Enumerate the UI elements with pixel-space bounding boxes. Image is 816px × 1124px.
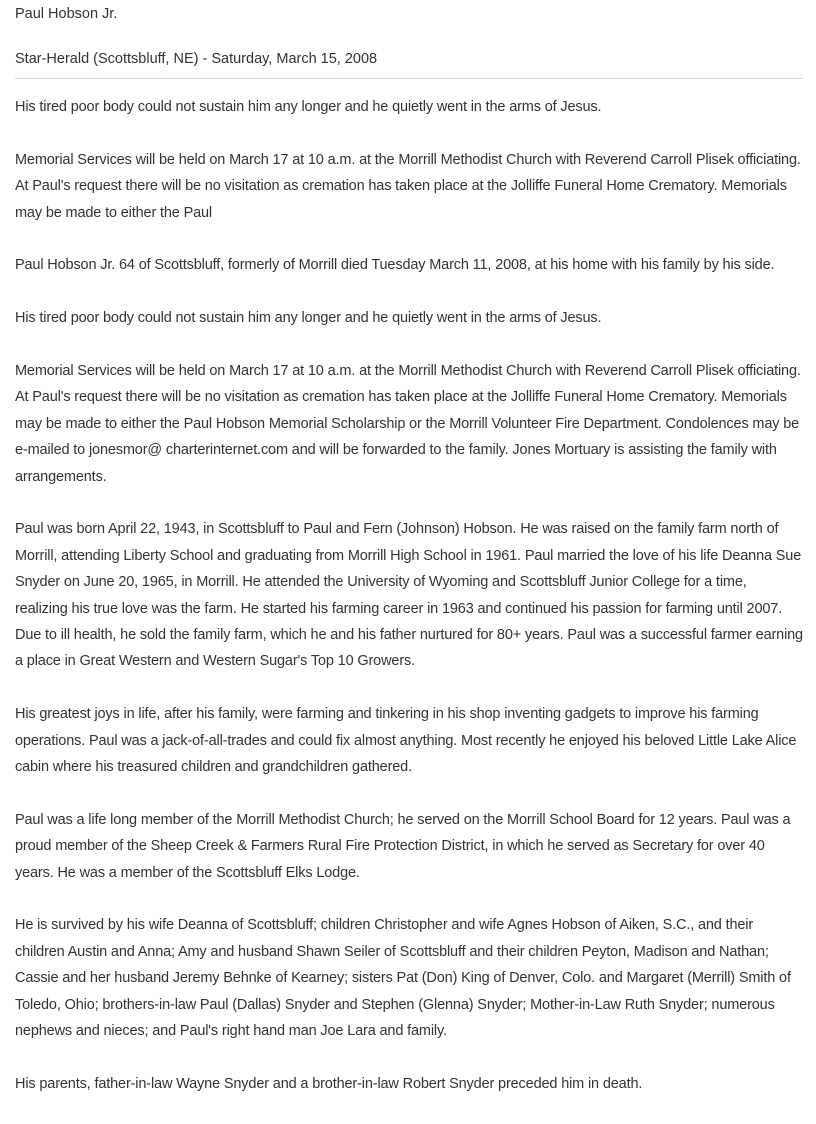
deceased-name: Paul Hobson Jr. xyxy=(15,6,118,22)
obituary-paragraph: His parents, father-in-law Wayne Snyder and a brother-in-law Robert Snyder preceded him in death. xyxy=(15,1075,643,1092)
obituary-paragraph: Memorial Services will be held on March 17 at 10 a.m. at the Morrill Methodist Church with Reverend Carroll Plisek officiating. At Paul's request there will be no visitation as cremation has taken place at the Jolliffe Funeral Home Crematory. Memorials may be made to either the Paul xyxy=(15,151,801,221)
obituary-paragraph: Memorial Services will be held on March 17 at 10 a.m. at the Morrill Methodist Church with Reverend Carroll Plisek officiating. At Paul's request there will be no visitation as cremation has taken place at the Jolliffe Funeral Home Crematory. Memorials may be made to either the Paul Hobson Memorial Scholarship or the Morrill Volunteer Fire Department. Condolences may be e-mailed to jonesmor@ charterinternet.com and will be forwarded to the family. Jones Mortuary is assisting the family with arrangements. xyxy=(15,363,801,485)
obituary-paragraph: Paul was a life long member of the Morrill Methodist Church; he served on the Morrill School Board for 12 years. Paul was a proud member of the Sheep Creek & Farmers Rural Fire Protection District, in which he served as Secretary for over 40 years. He was a member of the Scottsbluff Elks Lodge. xyxy=(15,811,791,881)
obituary-content xyxy=(15,0,803,1124)
header-divider xyxy=(15,78,803,79)
obituary-paragraph: Paul Hobson Jr. 64 of Scottsbluff, formerly of Morrill died Tuesday March 11, 2008, at his home with his family by his side. xyxy=(15,257,775,274)
publication-source: Star-Herald (Scottsbluff, NE) - Saturday, March 15, 2008 xyxy=(15,51,378,67)
obituary-paragraph: He is survived by his wife Deanna of Scottsbluff; children Christopher and wife Agnes Hobson of Aiken, S.C., and their children Austin and Anna; Amy and husband Shawn Seiler of Scottsbluff and their children Peyton, Madison and Nathan; Cassie and her husband Jeremy Behnke of Kearney; sisters Pat (Don) King of Denver, Colo. and Margaret (Merrill) Smith of Toledo, Ohio; brothers-in-law Paul (Dallas) Snyder and Stephen (Glenna) Snyder; Mother-in-Law Ruth Snyder; numerous nephews and nieces; and Paul's right hand man Joe Lara and family. xyxy=(15,917,791,1040)
obituary-body xyxy=(15,94,803,1097)
obituary-paragraph: His tired poor body could not sustain him any longer and he quietly went in the arms of Jesus. xyxy=(15,310,602,327)
obituary-paragraph: His tired poor body could not sustain him any longer and he quietly went in the arms of Jesus. xyxy=(15,99,602,115)
obituary-paragraph: Paul was born April 22, 1943, in Scottsbluff to Paul and Fern (Johnson) Hobson. He was raised on the family farm north of Morrill, attending Liberty School and graduating from Morrill High School in 1961. Paul married the love of his life Deanna Sue Snyder on June 20, 1965, in Morrill. He attended the University of Wyoming and Scottsbluff Junior College for a time, realizing his true love was the farm. He started his farming career in 1963 and continued his passion for farming until 2007. Due to ill health, he sold the family farm, which he and his father nurtured for 80+ years. Paul was a successful farmer earning a place in Great Western and Western Sugar's Top 10 Growers. xyxy=(15,521,803,670)
obituary-paragraph: His greatest joys in life, after his family, were farming and tinkering in his shop inventing gadgets to improve his farming operations. Paul was a jack-of-all-trades and could fix almost anything. Most recently he enjoyed his beloved Little Lake Alice cabin where his treasured children and grandchildren gathered. xyxy=(15,706,797,776)
